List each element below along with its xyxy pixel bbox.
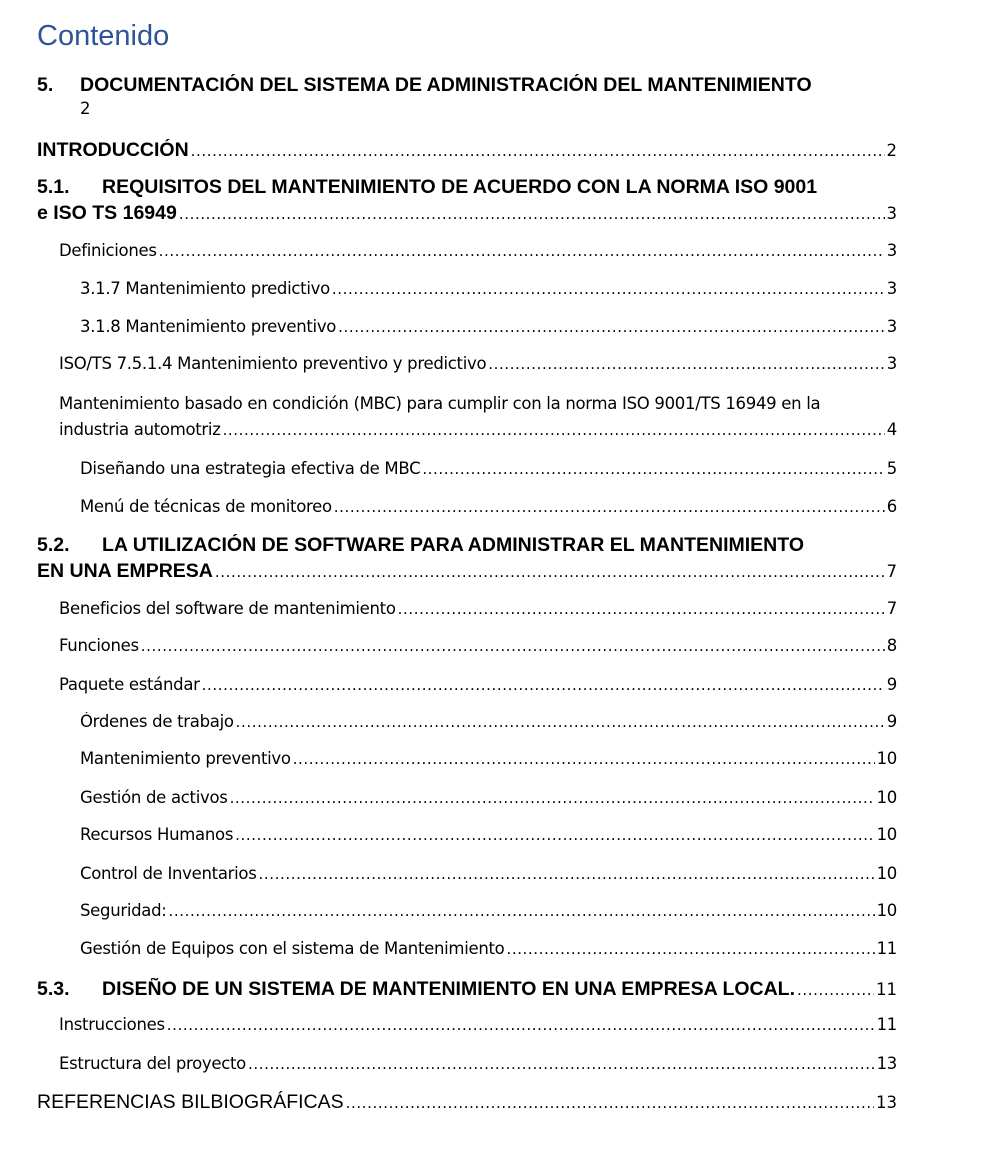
toc-leader-dots bbox=[159, 242, 885, 260]
toc-leader-dots bbox=[422, 460, 884, 478]
toc-entry-page: 9 bbox=[886, 712, 897, 731]
toc-entry-seguridad[interactable] bbox=[80, 901, 897, 920]
toc-entry-recursos-humanos[interactable] bbox=[80, 825, 897, 844]
toc-entry-label-line1: LA UTILIZACIÓN DE SOFTWARE PARA ADMINISTRAR EL MANTENIMIENTO bbox=[102, 534, 804, 556]
toc-entry-number: 5.2. bbox=[37, 534, 70, 556]
toc-entry-page: 9 bbox=[886, 675, 897, 694]
toc-leader-dots bbox=[167, 1016, 875, 1034]
toc-entry-page: 10 bbox=[876, 864, 897, 883]
toc-leader-dots bbox=[235, 826, 874, 844]
toc-entry-page: 10 bbox=[876, 788, 897, 807]
toc-entry-page: 13 bbox=[876, 1093, 897, 1112]
toc-entry-label: Definiciones bbox=[59, 241, 157, 260]
toc-entry-label: Funciones bbox=[59, 636, 139, 655]
toc-entry-label-line1: REQUISITOS DEL MANTENIMIENTO DE ACUERDO CON LA NORMA ISO 9001 bbox=[102, 176, 818, 198]
toc-entry-label: INTRODUCCIÓN bbox=[37, 139, 189, 161]
toc-entry-page: 10 bbox=[876, 825, 897, 844]
toc-entry-label-line2: EN UNA EMPRESA bbox=[37, 560, 213, 582]
toc-entry-label: Paquete estándar bbox=[59, 675, 200, 694]
toc-entry-label: Diseñando una estrategia efectiva de MBC bbox=[80, 459, 421, 478]
toc-entry-page: 11 bbox=[876, 1015, 897, 1034]
toc-entry-label: REFERENCIAS BILBIOGRÁFICAS bbox=[37, 1091, 344, 1113]
toc-leader-dots bbox=[202, 676, 885, 694]
toc-entry-paquete-estandar[interactable] bbox=[59, 675, 897, 694]
toc-entry-section-5-2[interactable] bbox=[37, 534, 897, 583]
toc-entry-gestion-equipos[interactable] bbox=[80, 939, 897, 958]
toc-entry-ordenes-trabajo[interactable] bbox=[80, 712, 897, 731]
toc-leader-dots bbox=[248, 1055, 875, 1073]
toc-entry-label: Instrucciones bbox=[59, 1015, 165, 1034]
toc-leader-dots bbox=[236, 713, 885, 731]
toc-entry-section-5-3[interactable] bbox=[37, 978, 897, 1001]
toc-entry-mantenimiento-predictivo[interactable] bbox=[80, 279, 897, 298]
toc-entry-label: Mantenimiento preventivo bbox=[80, 749, 291, 768]
toc-entry-label: Órdenes de trabajo bbox=[80, 712, 234, 731]
toc-entry-page: 4 bbox=[886, 420, 897, 439]
toc-leader-dots bbox=[398, 600, 885, 618]
toc-leader-dots bbox=[346, 1094, 874, 1112]
toc-entry-number: 5. bbox=[37, 74, 54, 96]
toc-entry-page: 11 bbox=[876, 939, 897, 958]
toc-leader-dots bbox=[293, 750, 875, 768]
toc-entry-page: 2 bbox=[80, 99, 91, 118]
toc-entry-mantenimiento-preventivo[interactable] bbox=[80, 749, 897, 768]
toc-entry-page: 10 bbox=[876, 901, 897, 920]
toc-entry-referencias[interactable] bbox=[37, 1091, 897, 1114]
toc-entry-page: 8 bbox=[886, 636, 897, 655]
toc-entry-funciones[interactable] bbox=[59, 636, 897, 655]
toc-entry-label: Beneficios del software de mantenimiento bbox=[59, 599, 396, 618]
toc-entry-page: 6 bbox=[886, 497, 897, 516]
toc-entry-estructura-proyecto[interactable] bbox=[59, 1054, 897, 1073]
toc-entry-beneficios-software[interactable] bbox=[59, 599, 897, 618]
toc-entry-label: ISO/TS 7.5.1.4 Mantenimiento preventivo y predictivo bbox=[59, 354, 487, 373]
toc-entry-label: Seguridad: bbox=[80, 901, 167, 920]
toc-entry-iso-ts-7514[interactable] bbox=[59, 354, 897, 373]
toc-leader-dots bbox=[488, 355, 885, 373]
toc-entry-label: Gestión de activos bbox=[80, 788, 228, 807]
toc-entry-introduccion[interactable] bbox=[37, 139, 897, 162]
toc-entry-gestion-activos[interactable] bbox=[80, 788, 897, 807]
toc-entry-page: 3 bbox=[886, 279, 897, 298]
toc-entry-page: 10 bbox=[876, 749, 897, 768]
toc-entry-page: 7 bbox=[886, 562, 897, 581]
toc-entry-label: Estructura del proyecto bbox=[59, 1054, 246, 1073]
toc-entry-definiciones[interactable] bbox=[59, 241, 897, 260]
toc-entry-page: 3 bbox=[886, 354, 897, 373]
toc-entry-number: 5.1. bbox=[37, 176, 70, 198]
toc-entry-section-5[interactable] bbox=[37, 74, 907, 118]
toc-leader-dots bbox=[259, 865, 875, 883]
toc-entry-tecnicas-monitoreo[interactable] bbox=[80, 497, 897, 516]
toc-entry-mantenimiento-preventivo-318[interactable] bbox=[80, 317, 897, 336]
toc-leader-dots bbox=[334, 498, 885, 516]
toc-leader-dots bbox=[338, 318, 885, 336]
toc-entry-mbc[interactable] bbox=[59, 394, 897, 439]
toc-leader-dots bbox=[797, 981, 874, 999]
toc-entry-control-inventarios[interactable] bbox=[80, 864, 897, 883]
toc-entry-label-line2: industria automotriz bbox=[59, 420, 221, 439]
toc-entry-estrategia-mbc[interactable] bbox=[80, 459, 897, 478]
toc-entry-label: Recursos Humanos bbox=[80, 825, 234, 844]
toc-leader-dots bbox=[223, 421, 885, 439]
toc-entry-label: DISEÑO DE UN SISTEMA DE MANTENIMIENTO EN UNA EMPRESA LOCAL. bbox=[102, 978, 796, 1000]
toc-leader-dots bbox=[215, 563, 885, 581]
toc-title: Contenido bbox=[37, 20, 170, 52]
toc-entry-number: 5.3. bbox=[37, 978, 70, 1000]
toc-entry-page: 11 bbox=[876, 980, 897, 999]
toc-leader-dots bbox=[179, 205, 885, 223]
toc-entry-section-5-1[interactable] bbox=[37, 176, 897, 225]
toc-entry-label: Menú de técnicas de monitoreo bbox=[80, 497, 332, 516]
toc-leader-dots bbox=[230, 789, 875, 807]
toc-entry-page: 5 bbox=[886, 459, 897, 478]
toc-leader-dots bbox=[169, 902, 875, 920]
toc-entry-page: 3 bbox=[886, 317, 897, 336]
toc-leader-dots bbox=[141, 637, 885, 655]
toc-entry-page: 13 bbox=[876, 1054, 897, 1073]
toc-entry-label: Control de Inventarios bbox=[80, 864, 257, 883]
toc-entry-label: 3.1.7 Mantenimiento predictivo bbox=[80, 279, 330, 298]
toc-leader-dots bbox=[191, 142, 885, 160]
toc-entry-page: 3 bbox=[886, 204, 897, 223]
toc-entry-label-line1: Mantenimiento basado en condición (MBC) para cumplir con la norma ISO 9001/TS 16949 en la bbox=[59, 394, 821, 413]
toc-entry-page: 2 bbox=[886, 141, 897, 160]
toc-entry-label: DOCUMENTACIÓN DEL SISTEMA DE ADMINISTRACIÓN DEL MANTENIMIENTO bbox=[80, 74, 812, 96]
toc-leader-dots bbox=[506, 940, 874, 958]
toc-entry-label: Gestión de Equipos con el sistema de Mantenimiento bbox=[80, 939, 505, 958]
toc-entry-label: 3.1.8 Mantenimiento preventivo bbox=[80, 317, 337, 336]
toc-leader-dots bbox=[332, 280, 885, 298]
toc-entry-page: 3 bbox=[886, 241, 897, 260]
toc-entry-page: 7 bbox=[886, 599, 897, 618]
toc-entry-instrucciones[interactable] bbox=[59, 1015, 897, 1034]
toc-entry-label-line2: e ISO TS 16949 bbox=[37, 202, 177, 224]
